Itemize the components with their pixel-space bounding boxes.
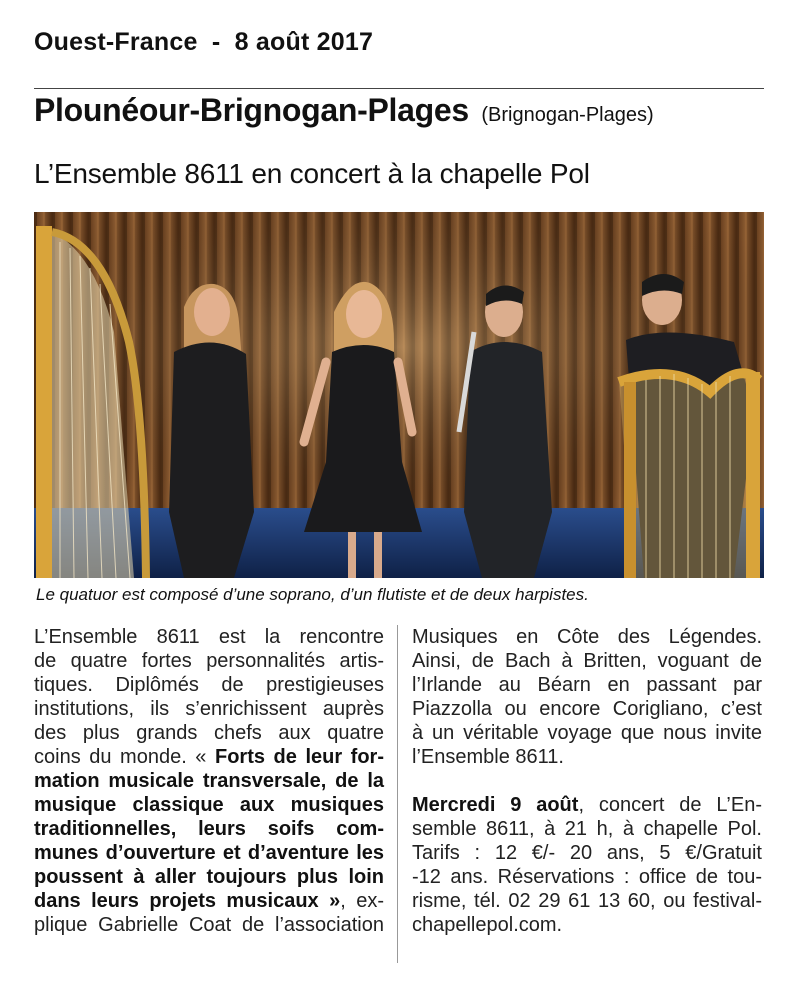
article-title: L’Ensemble 8611 en concert à la chapelle Pol <box>34 158 590 189</box>
column-divider <box>397 625 398 963</box>
quote-line <box>34 769 384 793</box>
town-subtitle: (Brignogan-Plages) <box>481 104 654 126</box>
paragraph-line: Musiques en Côte des Légendes. <box>412 626 762 648</box>
quote-intro: coins du monde. « <box>34 746 215 768</box>
paragraph-line <box>34 889 384 913</box>
event-info-line: Tarifs : 12 €/- 20 ans, 5 €/Gratuit <box>412 842 762 864</box>
event-date: Mercredi 9 août <box>412 794 579 816</box>
event-info-line: chapellepol.com. <box>412 914 563 936</box>
paragraph-line: Piazzolla ou encore Corigliano, c’est <box>412 698 762 720</box>
right-harp-icon <box>619 372 760 578</box>
paragraph-line: institutions, ils s’enrichissent auprès <box>34 698 384 720</box>
paragraph-line: l’Ensemble 8611. <box>412 746 564 768</box>
quote-bold-text: munes d’ouverture et d’aventure les <box>34 842 384 864</box>
article-column-right <box>412 625 762 937</box>
quote-outro: , ex- <box>340 890 384 912</box>
article-photo <box>34 212 764 578</box>
concert-photo-illustration <box>34 212 764 578</box>
quote-line <box>34 841 384 865</box>
header-rule <box>34 88 764 89</box>
paragraph-line: l’Irlande au Béarn en passant par <box>412 674 762 696</box>
article-column-left <box>34 625 384 937</box>
quote-bold-text: Forts de leur for- <box>215 746 385 768</box>
headline-row <box>34 92 654 129</box>
quote-bold-text: mation musicale transversale, de la <box>34 770 384 792</box>
quote-line <box>34 817 384 841</box>
quote-bold-text: traditionnelles, leurs soifs com- <box>34 818 384 840</box>
event-info-line: risme, tél. 02 29 61 13 60, ou festival- <box>412 890 762 912</box>
paragraph-gap <box>412 769 762 793</box>
event-info-text: , concert de L’En- <box>578 794 762 816</box>
paragraph-line: à un véritable voyage que nous invite <box>412 722 762 744</box>
paragraph-line: de quatre fortes personnalités artis- <box>34 650 384 672</box>
paragraph-line: plique Gabrielle Coat de l’association <box>34 914 384 936</box>
photo-caption: Le quatuor est composé d’une soprano, d’un flutiste et de deux harpistes. <box>36 585 589 604</box>
paragraph-line: L’Ensemble 8611 est la rencontre <box>34 626 384 648</box>
quote-bold-text: dans leurs projets musicaux » <box>34 890 341 912</box>
event-info-line: semble 8611, à 21 h, à chapelle Pol. <box>412 818 762 840</box>
paragraph-line: Ainsi, de Bach à Britten, voguant de <box>412 650 762 672</box>
event-info-line: -12 ans. Réservations : office de tou- <box>412 866 762 888</box>
paragraph-line: tiques. Diplômés de prestigieuses <box>34 674 384 696</box>
town-name: Plounéour-Brignogan-Plages <box>34 92 469 128</box>
quote-bold-text: musique classique aux musiques <box>34 794 384 816</box>
quote-bold-text: poussent à aller toujours plus loin <box>34 866 384 888</box>
newspaper-source-date: Ouest-France - 8 août 2017 <box>34 28 374 56</box>
quote-line <box>34 793 384 817</box>
paragraph-line: des plus grands chefs aux quatre <box>34 722 384 744</box>
event-info-line <box>412 793 762 817</box>
paragraph-line <box>34 745 384 769</box>
quote-line <box>34 865 384 889</box>
